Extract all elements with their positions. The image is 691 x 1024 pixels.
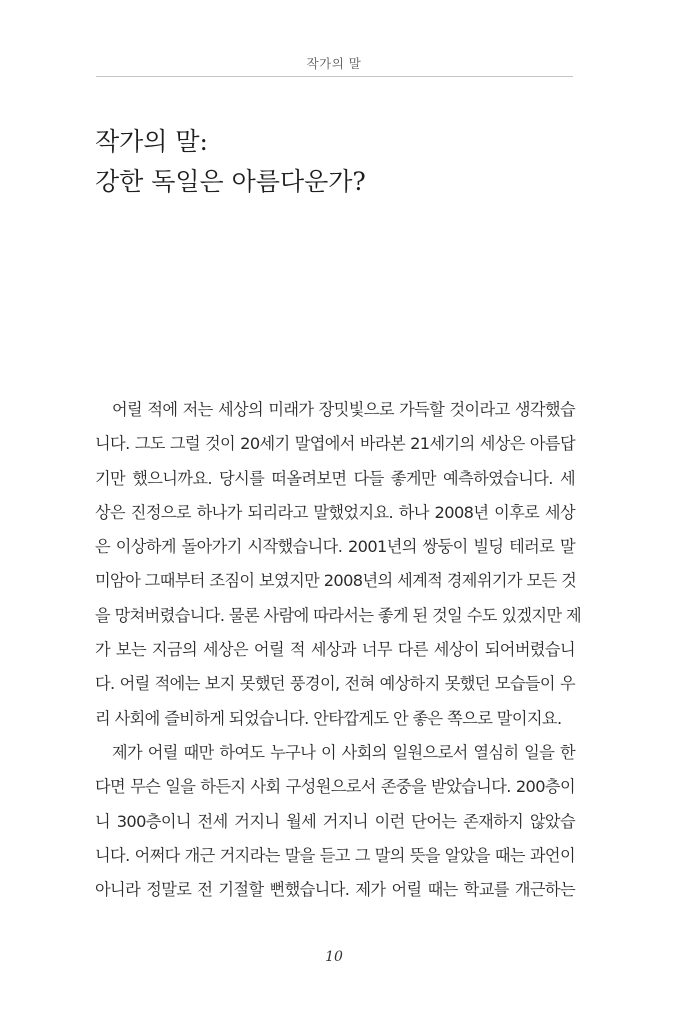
running-head: 작가의 말 [306, 56, 362, 71]
body-line: 니다. 그도 그럴 것이 20세기 말엽에서 바라본 21세기의 세상은 아름답 [95, 434, 575, 454]
body-line: 어릴 적에 저는 세상의 미래가 장밋빛으로 가득할 것이라고 생각했습 [112, 400, 575, 419]
body-line: 리 사회에 즐비하게 되었습니다. 안타깝게도 안 좋은 쪽으로 말이지요. [95, 708, 562, 728]
body-line: 니다. 어쩌다 개근 거지라는 말을 듣고 그 말의 뜻을 알았을 때는 과언이 [95, 845, 575, 865]
body-text [95, 393, 582, 907]
body-line: 기만 했으니까요. 당시를 떠올려보면 다들 좋게만 예측하였습니다. 세 [95, 468, 575, 488]
chapter-title-line-2: 강한 독일은 아름다운가? [95, 167, 366, 196]
body-line: 은 이상하게 돌아가기 시작했습니다. 2001년의 쌍둥이 빌딩 테러로 말 [95, 537, 575, 557]
header-rule [96, 76, 573, 77]
body-line: 다면 무슨 일을 하든지 사회 구성원으로서 존중을 받았습니다. 200층이 [95, 777, 575, 797]
body-line: 상은 진정으로 하나가 되리라고 말했었지요. 하나 2008년 이후로 세상 [95, 502, 575, 522]
body-line: 미암아 그때부터 조짐이 보였지만 2008년의 세계적 경제위기가 모든 것 [95, 571, 577, 591]
page-number: 10 [325, 949, 343, 965]
chapter-title-line-1: 작가의 말: [95, 127, 208, 156]
body-line: 니 300층이니 전세 거지니 월세 거지니 이런 단어는 존재하지 않았습 [95, 811, 575, 831]
body-line: 가 보는 지금의 세상은 어릴 적 세상과 너무 다른 세상이 되어버렸습니 [95, 640, 575, 660]
body-line: 아니라 정말로 전 기절할 뻔했습니다. 제가 어릴 때는 학교를 개근하는 [95, 880, 575, 900]
body-line: 제가 어릴 때만 하여도 누구나 이 사회의 일원으로서 열심히 일을 한 [112, 742, 575, 762]
body-line: 다. 어릴 적에는 보지 못했던 풍경이, 전혀 예상하지 못했던 모습들이 우 [95, 674, 575, 694]
chapter-title [95, 122, 366, 202]
body-line: 을 망쳐버렸습니다. 물론 사람에 따라서는 좋게 된 것일 수도 있겠지만 제 [95, 605, 582, 625]
